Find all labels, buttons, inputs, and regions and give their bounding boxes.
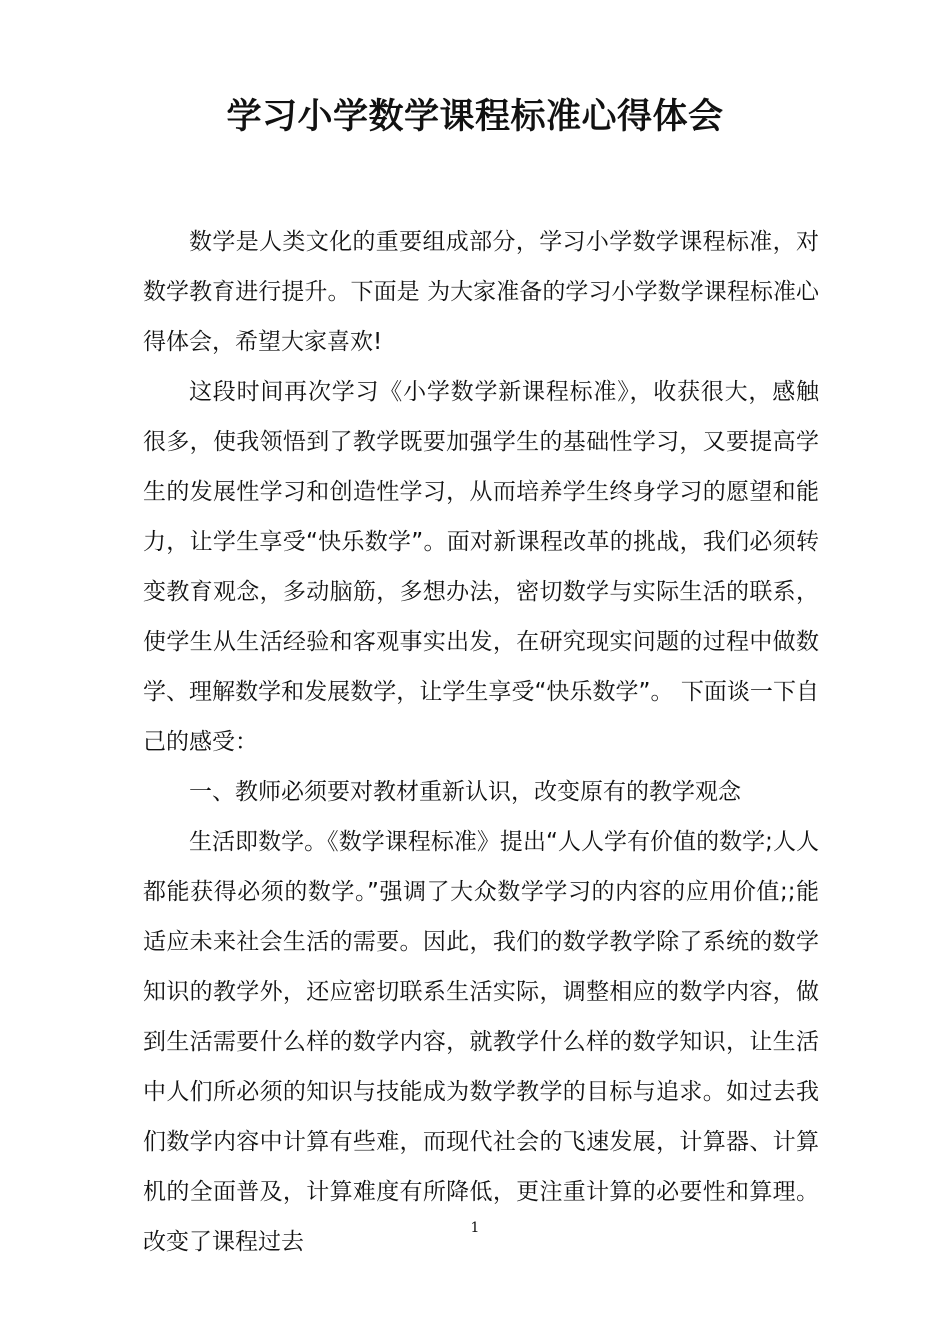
document-body <box>143 217 819 1267</box>
page-title: 学习小学数学课程标准心得体会 <box>226 97 724 137</box>
reflection-paragraph: 这段时间再次学习《小学数学新课程标准》，收获很大，感触很多，使我领悟到了教学既要加强学生的基础性学习，又要提高学生的发展性学习和创造性学习，从而培养学生终身学习的愿望和能力，让学生享受“快乐数学”。面对新课程改革的挑战，我们必须转变教育观念，多动脑筋，多想办法，密切数学与实际生活的联系，使学生从生活经验和客观事实出发，在研究现实问题的过程中做数学、理解数学和发展数学，让学生享受“快乐数学”。 下面谈一下自己的感受： <box>143 379 819 755</box>
section-heading: 一、教师必须要对教材重新认识，改变原有的教学观念 <box>189 779 741 805</box>
page-number: 1 <box>470 1220 480 1236</box>
intro-paragraph: 数学是人类文化的重要组成部分，学习小学数学课程标准，对数学教育进行提升。下面是 为大家准备的学习小学数学课程标准心得体会，希望大家喜欢! <box>143 229 819 355</box>
section-paragraph: 生活即数学。《数学课程标准》提出“人人学有价值的数学;人人都能获得必须的数学。”强调了大众数学学习的内容的应用价值;;能适应未来社会生活的需要。因此，我们的数学教学除了系统的数学知识的教学外，还应密切联系生活实际，调整相应的数学内容，做到生活需要什么样的数学内容，就教学什么样的数学知识，让生活中人们所必须的知识与技能成为数学教学的目标与追求。如过去我们数学内容中计算有些难，而现代社会的飞速发展，计算器、计算机的全面普及，计算难度有所降低，更注重计算的必要性和算理。改变了课程过去 <box>143 829 819 1255</box>
